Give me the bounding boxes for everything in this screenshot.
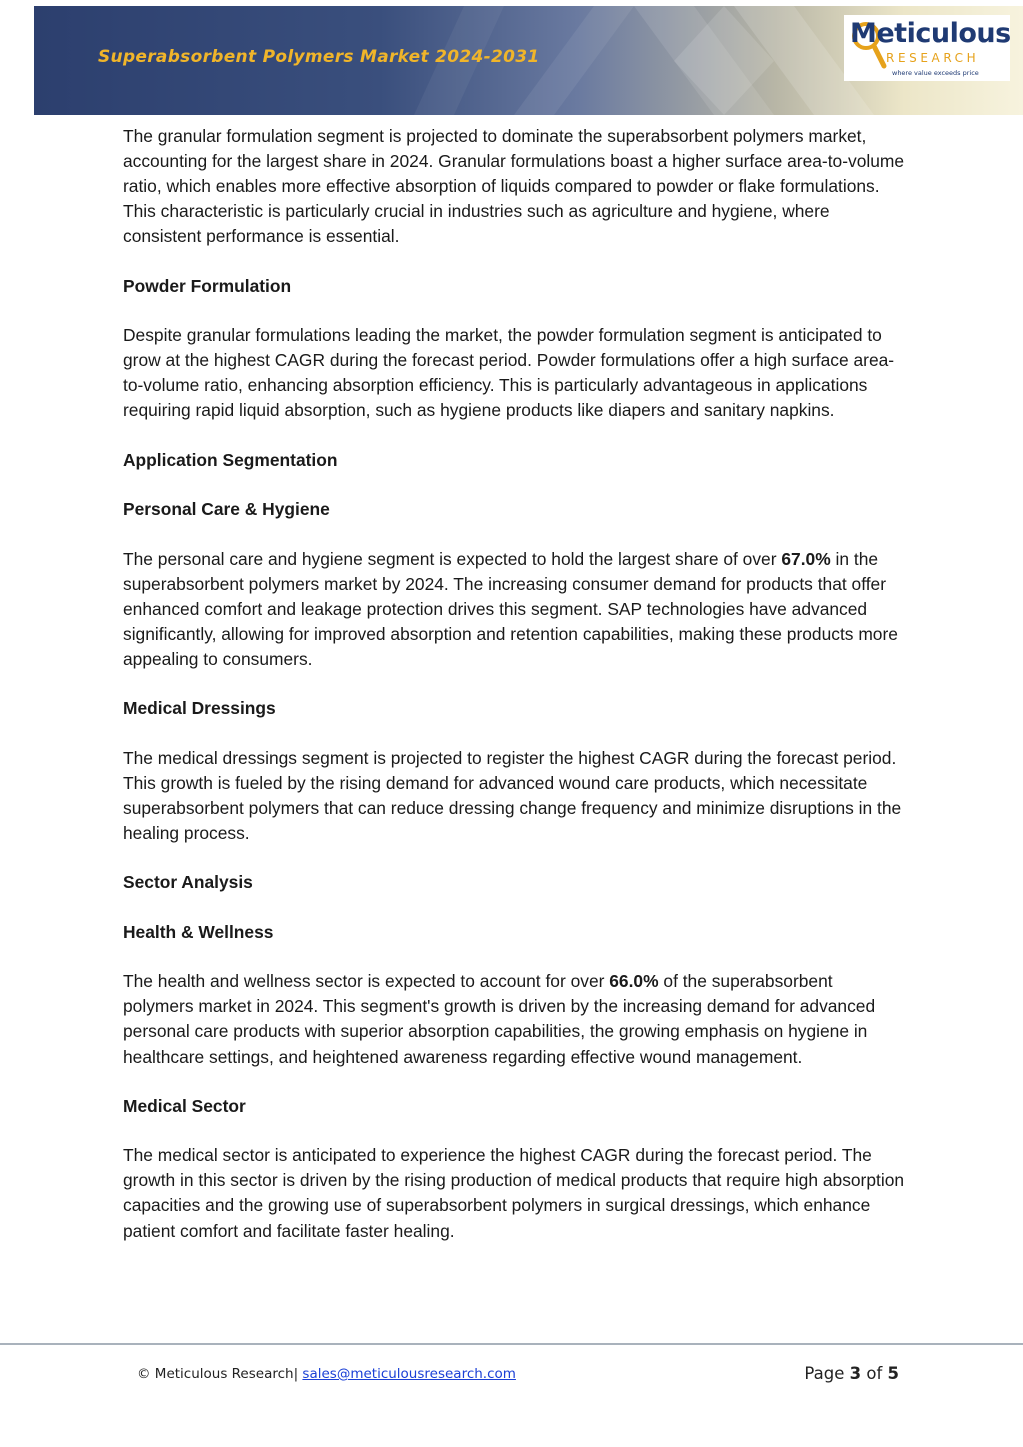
text-run: of the superabsorbent polymers market in 2024. This segment's growth is driven by the increasing demand for advanced personal care products with superior absorption capabilities, the growing emphasis on hygiene in healthcare settings, and heightened awareness regarding effective wound management.	[123, 971, 876, 1067]
paragraph	[123, 969, 905, 1069]
footer-copyright	[137, 1366, 516, 1382]
text-run: The health and wellness sector is expected to account for over	[123, 971, 610, 992]
paragraph: The granular formulation segment is projected to dominate the superabsorbent polymers market, accounting for the largest share in 2024. Granular formulations boast a higher surface area-to-volume ratio, which enables more effective absorption of liquids compared to powder or flake formulations. This characteristic is particularly crucial in industries such as agriculture and hygiene, where consistent performance is essential.	[123, 126, 905, 247]
logo-wordmark: Meticulous	[850, 18, 1011, 49]
highlight-value: 66.0%	[609, 971, 659, 992]
current-page: 3	[849, 1364, 862, 1383]
document-title: Superabsorbent Polymers Market 2024-2031	[98, 47, 540, 67]
section-heading: Medical Dressings	[123, 698, 276, 719]
page-number	[804, 1364, 899, 1383]
text-run: in the superabsorbent polymers market by 2024. The increasing consumer demand for products that offer enhanced comfort and leakage protection drives this segment. SAP technologies have advanced significantly, allowing for improved absorption and retention capabilities, making these products more appealing to consumers.	[123, 548, 898, 669]
highlight-value: 67.0%	[781, 548, 831, 569]
copyright-text: © Meticulous Research|	[137, 1366, 303, 1382]
paragraph: The medical sector is anticipated to experience the highest CAGR during the forecast period. The growth in this sector is driven by the rising production of medical products that require high absorption capacities and the growing use of superabsorbent polymers in surgical dressings, which enhance patient comfort and facilitate faster healing.	[123, 1145, 905, 1241]
paragraph: Despite granular formulations leading the market, the powder formulation segment is anticipated to grow at the highest CAGR during the forecast period. Powder formulations offer a high surface area-to-volume ratio, enhancing absorption efficiency. This is particularly advantageous in applications requiring rapid liquid absorption, such as hygiene products like diapers and sanitary napkins.	[123, 325, 895, 421]
paragraph	[123, 547, 905, 672]
logo	[844, 15, 1010, 81]
section-heading: Application Segmentation	[123, 449, 338, 470]
header-banner	[34, 6, 1023, 115]
email-link[interactable]: sales@meticulousresearch.com	[302, 1366, 516, 1382]
section-heading: Sector Analysis	[123, 872, 253, 893]
section-heading: Powder Formulation	[123, 275, 292, 296]
section-heading: Personal Care & Hygiene	[123, 499, 330, 520]
logo-tagline: where value exceeds price	[892, 69, 979, 77]
footer-divider	[0, 1343, 1023, 1345]
page-of: of	[861, 1364, 888, 1383]
page-label: Page	[804, 1364, 850, 1383]
section-heading: Medical Sector	[123, 1095, 246, 1116]
text-run: The personal care and hygiene segment is expected to hold the largest share of over	[123, 548, 782, 569]
document-body	[123, 124, 905, 1268]
section-heading: Health & Wellness	[123, 921, 274, 942]
paragraph: The medical dressings segment is projected to register the highest CAGR during the forecast period. This growth is fueled by the rising demand for advanced wound care products, which necessitate superabsorbent polymers that can reduce dressing change frequency and minimize disruptions in the healing process.	[123, 747, 902, 844]
logo-subtitle: RESEARCH	[886, 51, 980, 65]
total-pages: 5	[887, 1364, 899, 1383]
